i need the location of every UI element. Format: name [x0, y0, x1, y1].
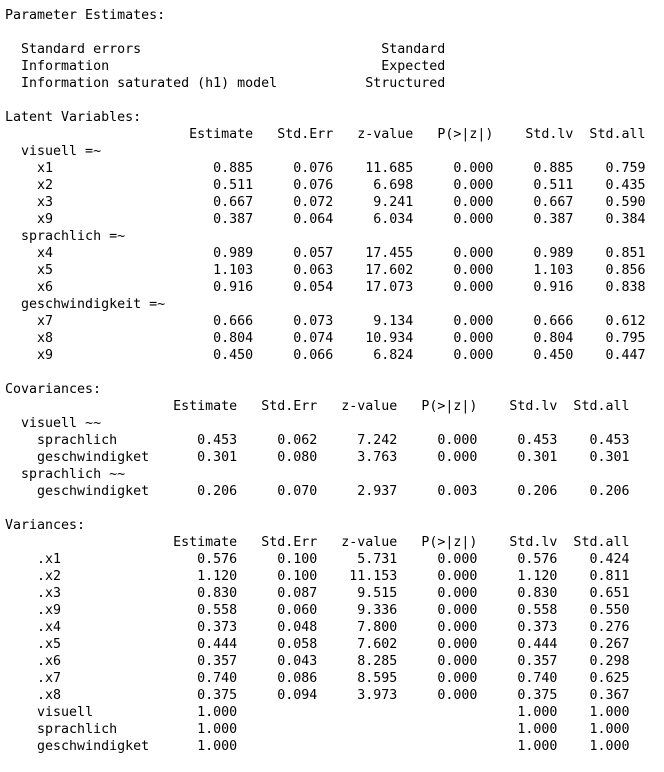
table-cell: 0.064	[253, 212, 334, 227]
row-label: sprachlich	[37, 722, 150, 737]
table-cell: 0.435	[573, 178, 646, 193]
table-cell	[237, 705, 317, 720]
table-row	[5, 483, 664, 500]
table-cell: 0.576	[477, 552, 558, 567]
table-row	[5, 602, 664, 619]
table-cell: 0.916	[493, 280, 574, 295]
page-title: Parameter Estimates:	[5, 8, 166, 23]
group-label: visuell =~	[21, 144, 102, 159]
row-label: geschwindigket	[37, 484, 150, 499]
table-cell: 0.086	[237, 671, 318, 686]
row-label: .x5	[37, 637, 150, 652]
table-cell: 0.625	[557, 671, 630, 686]
table-row	[5, 347, 664, 364]
table-row	[5, 636, 664, 653]
group-label: sprachlich ~~	[21, 467, 126, 482]
table-cell: 0.000	[413, 246, 494, 261]
table-cell: 0.357	[149, 654, 238, 669]
column-header-cell: Std.Err	[237, 535, 318, 550]
table-cell: 0.387	[493, 212, 574, 227]
table-row	[5, 670, 664, 687]
table-row	[5, 721, 664, 738]
table-cell: 0.373	[477, 620, 558, 635]
blank-line	[5, 24, 664, 41]
table-cell: 0.000	[413, 348, 494, 363]
table-cell: 0.301	[477, 450, 558, 465]
table-cell: 0.301	[557, 450, 630, 465]
table-cell: 0.058	[237, 637, 318, 652]
column-header-cell: Estimate	[165, 127, 254, 142]
row-label: sprachlich	[37, 433, 150, 448]
group-label: geschwindigkeit =~	[21, 297, 166, 312]
table-cell: 0.830	[477, 586, 558, 601]
table-cell: 11.685	[333, 161, 414, 176]
table-cell: 0.759	[573, 161, 646, 176]
row-label: x4	[37, 246, 166, 261]
setting-row	[5, 75, 664, 92]
table-row	[5, 619, 664, 636]
column-header-cell: Std.all	[557, 399, 630, 414]
blank-line	[5, 92, 664, 109]
column-header-cell: Std.lv	[477, 399, 558, 414]
table-cell: 0.453	[477, 433, 558, 448]
setting-label: Standard errors	[21, 42, 142, 57]
table-cell: 7.800	[317, 620, 398, 635]
table-row	[5, 279, 664, 296]
table-cell: 1.000	[149, 739, 238, 754]
section-title	[5, 381, 664, 398]
table-cell: 0.511	[165, 178, 254, 193]
table-cell: 0.375	[149, 688, 238, 703]
table-cell: 0.070	[237, 484, 318, 499]
column-header-cell: Estimate	[149, 535, 238, 550]
section-title	[5, 517, 664, 534]
setting-value: Expected	[109, 59, 446, 74]
table-cell: 0.100	[237, 569, 318, 584]
group-label	[5, 466, 664, 483]
table-cell: 0.301	[149, 450, 238, 465]
table-cell: 0.076	[253, 161, 334, 176]
table-cell	[237, 722, 317, 737]
table-cell: 0.367	[557, 688, 630, 703]
table-cell: 1.000	[557, 705, 630, 720]
row-label: geschwindigket	[37, 450, 150, 465]
row-label: .x6	[37, 654, 150, 669]
column-header-cell: Std.lv	[493, 127, 574, 142]
setting-row	[5, 58, 664, 75]
section-title: Latent Variables:	[5, 110, 142, 125]
row-label: .x2	[37, 569, 150, 584]
group-label: sprachlich =~	[21, 229, 126, 244]
table-cell: 0.000	[397, 552, 478, 567]
table-cell: 0.298	[557, 654, 630, 669]
table-cell: 0.003	[397, 484, 478, 499]
table-cell	[317, 705, 397, 720]
table-cell: 0.558	[477, 603, 558, 618]
table-row	[5, 330, 664, 347]
table-cell: 0.000	[413, 178, 494, 193]
table-row	[5, 262, 664, 279]
table-cell: 0.276	[557, 620, 630, 635]
table-cell: 1.000	[557, 739, 630, 754]
table-cell	[397, 722, 477, 737]
row-label: x5	[37, 263, 166, 278]
table-cell: 0.000	[397, 671, 478, 686]
table-cell: 1.120	[477, 569, 558, 584]
table-cell: 0.267	[557, 637, 630, 652]
table-cell: 0.511	[493, 178, 574, 193]
column-header-cell: P(>|z|)	[397, 399, 478, 414]
table-cell: 1.000	[149, 722, 238, 737]
table-cell: 0.063	[253, 263, 334, 278]
table-cell: 0.054	[253, 280, 334, 295]
table-cell: 0.558	[149, 603, 238, 618]
table-cell: 0.856	[573, 263, 646, 278]
table-row	[5, 653, 664, 670]
row-label: geschwindigket	[37, 739, 150, 754]
table-cell: 0.989	[493, 246, 574, 261]
table-cell: 0.387	[165, 212, 254, 227]
table-cell: 0.000	[413, 161, 494, 176]
table-cell: 0.590	[573, 195, 646, 210]
table-cell	[317, 739, 397, 754]
table-cell: 0.066	[253, 348, 334, 363]
table-cell: 6.034	[333, 212, 414, 227]
group-label	[5, 296, 664, 313]
table-cell: 0.740	[477, 671, 558, 686]
table-cell	[237, 739, 317, 754]
column-header-cell: Std.lv	[477, 535, 558, 550]
table-cell: 1.000	[477, 705, 558, 720]
column-header-cell: P(>|z|)	[397, 535, 478, 550]
table-cell: 0.074	[253, 331, 334, 346]
table-cell: 0.424	[557, 552, 630, 567]
table-cell: 0.804	[165, 331, 254, 346]
blank-line	[5, 364, 664, 381]
table-cell: 0.450	[165, 348, 254, 363]
table-cell: 0.100	[237, 552, 318, 567]
table-cell: 0.206	[477, 484, 558, 499]
column-header-cell: z-value	[333, 127, 414, 142]
column-header-cell: P(>|z|)	[413, 127, 494, 142]
table-cell: 0.000	[413, 212, 494, 227]
table-cell: 8.285	[317, 654, 398, 669]
table-cell: 0.000	[413, 331, 494, 346]
column-header-cell: Std.all	[573, 127, 646, 142]
table-cell: 1.000	[149, 705, 238, 720]
table-cell: 0.000	[397, 433, 478, 448]
row-label: .x9	[37, 603, 150, 618]
table-cell: 0.804	[493, 331, 574, 346]
table-cell: 9.241	[333, 195, 414, 210]
table-cell	[317, 722, 397, 737]
column-header	[5, 534, 664, 551]
table-cell: 0.384	[573, 212, 646, 227]
table-row	[5, 160, 664, 177]
table-cell: 0.076	[253, 178, 334, 193]
table-cell: 0.447	[573, 348, 646, 363]
row-label: x3	[37, 195, 166, 210]
table-cell: 0.000	[397, 654, 478, 669]
table-cell: 0.000	[397, 603, 478, 618]
table-cell: 11.153	[317, 569, 398, 584]
setting-value: Structured	[277, 76, 446, 91]
table-row	[5, 313, 664, 330]
table-row	[5, 568, 664, 585]
table-cell: 1.120	[149, 569, 238, 584]
page-title	[5, 7, 664, 24]
table-cell: 0.830	[149, 586, 238, 601]
table-cell	[397, 739, 477, 754]
table-cell: 0.057	[253, 246, 334, 261]
table-cell: 0.576	[149, 552, 238, 567]
table-cell: 0.667	[165, 195, 254, 210]
table-cell: 3.973	[317, 688, 398, 703]
group-label	[5, 228, 664, 245]
table-row	[5, 194, 664, 211]
row-label: x8	[37, 331, 166, 346]
row-label: .x7	[37, 671, 150, 686]
row-label: .x1	[37, 552, 150, 567]
table-cell: 17.455	[333, 246, 414, 261]
table-row	[5, 704, 664, 721]
table-cell: 6.698	[333, 178, 414, 193]
table-cell: 0.375	[477, 688, 558, 703]
table-cell: 0.811	[557, 569, 630, 584]
table-cell: 0.651	[557, 586, 630, 601]
table-cell: 0.885	[165, 161, 254, 176]
setting-label: Information saturated (h1) model	[21, 76, 278, 91]
column-header	[5, 398, 664, 415]
table-cell: 0.740	[149, 671, 238, 686]
group-label	[5, 143, 664, 160]
row-label: .x8	[37, 688, 150, 703]
group-label: visuell ~~	[21, 416, 102, 431]
table-cell: 0.043	[237, 654, 318, 669]
table-cell: 0.206	[557, 484, 630, 499]
table-cell: 0.000	[397, 688, 478, 703]
row-label: x9	[37, 348, 166, 363]
table-cell: 0.072	[253, 195, 334, 210]
table-cell: 7.602	[317, 637, 398, 652]
table-cell: 2.937	[317, 484, 398, 499]
table-cell: 6.824	[333, 348, 414, 363]
table-cell: 0.612	[573, 314, 646, 329]
table-cell: 3.763	[317, 450, 398, 465]
table-cell: 0.000	[397, 620, 478, 635]
table-cell: 9.134	[333, 314, 414, 329]
table-row	[5, 687, 664, 704]
table-row	[5, 738, 664, 755]
table-cell: 0.087	[237, 586, 318, 601]
table-cell: 0.000	[413, 314, 494, 329]
column-header-cell: z-value	[317, 535, 398, 550]
table-row	[5, 551, 664, 568]
table-cell: 0.453	[557, 433, 630, 448]
setting-value: Standard	[141, 42, 446, 57]
table-cell: 0.062	[237, 433, 318, 448]
row-label: .x3	[37, 586, 150, 601]
table-cell: 1.103	[493, 263, 574, 278]
blank-line	[5, 755, 664, 772]
table-cell: 7.242	[317, 433, 398, 448]
group-label	[5, 415, 664, 432]
table-cell: 0.453	[149, 433, 238, 448]
table-cell: 9.515	[317, 586, 398, 601]
table-cell: 0.000	[397, 637, 478, 652]
table-row	[5, 432, 664, 449]
table-cell: 0.667	[493, 195, 574, 210]
table-cell: 0.048	[237, 620, 318, 635]
table-cell: 8.595	[317, 671, 398, 686]
table-cell: 0.450	[493, 348, 574, 363]
table-cell: 0.885	[493, 161, 574, 176]
blank-line	[5, 500, 664, 517]
column-header	[5, 126, 664, 143]
section-title: Variances:	[5, 518, 86, 533]
row-label: x7	[37, 314, 166, 329]
row-label: x2	[37, 178, 166, 193]
table-cell: 0.000	[413, 263, 494, 278]
table-cell: 0.000	[397, 586, 478, 601]
table-cell: 0.094	[237, 688, 318, 703]
table-cell: 0.851	[573, 246, 646, 261]
table-cell: 1.000	[557, 722, 630, 737]
table-cell: 5.731	[317, 552, 398, 567]
table-cell: 0.373	[149, 620, 238, 635]
table-cell	[397, 705, 477, 720]
table-cell: 0.080	[237, 450, 318, 465]
table-cell: 0.666	[165, 314, 254, 329]
table-row	[5, 449, 664, 466]
column-header-cell: Std.all	[557, 535, 630, 550]
table-row	[5, 177, 664, 194]
setting-row	[5, 41, 664, 58]
table-cell: 0.795	[573, 331, 646, 346]
table-cell: 17.602	[333, 263, 414, 278]
table-cell: 0.000	[397, 569, 478, 584]
table-cell: 0.073	[253, 314, 334, 329]
table-cell: 1.000	[477, 739, 558, 754]
table-cell: 1.103	[165, 263, 254, 278]
table-cell: 0.444	[477, 637, 558, 652]
table-cell: 0.444	[149, 637, 238, 652]
section-title: Covariances:	[5, 382, 102, 397]
table-cell: 0.989	[165, 246, 254, 261]
table-row	[5, 585, 664, 602]
table-cell: 0.000	[413, 280, 494, 295]
table-cell: 0.550	[557, 603, 630, 618]
section-title	[5, 109, 664, 126]
table-cell: 17.073	[333, 280, 414, 295]
column-header-cell: Estimate	[149, 399, 238, 414]
table-cell: 0.357	[477, 654, 558, 669]
table-cell: 0.206	[149, 484, 238, 499]
table-cell: 0.000	[413, 195, 494, 210]
table-cell: 9.336	[317, 603, 398, 618]
column-header-cell: Std.Err	[253, 127, 334, 142]
row-label: visuell	[37, 705, 150, 720]
table-row	[5, 245, 664, 262]
table-cell: 0.838	[573, 280, 646, 295]
table-row	[5, 211, 664, 228]
table-cell: 10.934	[333, 331, 414, 346]
row-label: x6	[37, 280, 166, 295]
table-cell: 0.666	[493, 314, 574, 329]
column-header-cell: z-value	[317, 399, 398, 414]
table-cell: 1.000	[477, 722, 558, 737]
row-label: x9	[37, 212, 166, 227]
row-label: x1	[37, 161, 166, 176]
table-cell: 0.916	[165, 280, 254, 295]
setting-label: Information	[21, 59, 110, 74]
row-label: .x4	[37, 620, 150, 635]
column-header-cell: Std.Err	[237, 399, 318, 414]
table-cell: 0.000	[397, 450, 478, 465]
table-cell: 0.060	[237, 603, 318, 618]
